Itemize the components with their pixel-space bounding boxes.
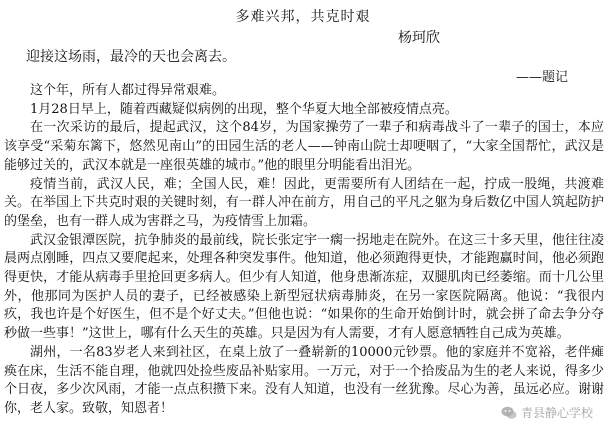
watermark-text: 青县静心学校 (520, 406, 593, 420)
epigraph: 迎接这场雨，最冷的天也会离去。 (26, 49, 236, 65)
paragraph: 疫情当前，武汉人民，难；全国人民，难！因此，更需要所有人团结在一起，拧成一股绳，共渡难关。在举国上下共克时艰的关键时刻，有一群人冲在前方，用自己的平凡之躯为身后数亿中国人筑起防护的堡垒，也有一群人成为害群之马，为疫情雪上加霜。 (4, 176, 604, 229)
watermark (498, 403, 596, 422)
paragraph: 武汉金银潭医院，抗争肺炎的最前线，院长张定宇一瘸一拐地走在院外。在这三十多天里，他往往凌晨两点刚睡，四点又要爬起来，处理各种突发事件。他知道，他必须跑得更快，才能跑赢时间，他必须跑得更快，才能从病毒手里抢回更多病人。但少有人知道，他身患渐冻症，双腿肌肉已经萎缩。而十几公里外，他那同为医护人员的妻子，已经被感染上新型冠状病毒肺炎，在另一家医院隔离。他说：“我很内疚，我也许是个好医生，但不是个好丈夫。”但他也说：“如果你的生命开始倒计时，就会拼了命去争分夺秒做一些事！”这世上，哪有什么天生的英雄。只是因为有人需要，才有人愿意牺牲自己成为英雄。 (4, 232, 604, 342)
paragraph: 湖州，一名83岁老人来到社区，在桌上放了一叠崭新的10000元钞票。他的家庭并不宽裕，老伴瘫痪在床，生活不能自理，他就四处捡些废品补贴家用。一万元，对于一个拾废品为生的老人来说，得多少个日夜，多少次风雨，才能一点点积攒下来。没有人知道，也没有一丝犹豫。尽心为善，虽远必应。谢谢你，老人家。致敬，知恩者！ (4, 344, 604, 416)
essay-title: 多难兴邦，共克时艰 (235, 9, 371, 25)
essay-body (4, 82, 604, 419)
author-name: 杨珂欣 (398, 30, 440, 46)
paragraph: 1月28日早上，随着西藏疑似病例的出现，整个华夏大地全部被疫情点亮。 (30, 101, 458, 117)
epigraph-note: ——题记 (516, 70, 569, 85)
wechat-icon (501, 406, 517, 420)
paragraph: 在一次采访的最后，提起武汉，这个84岁，为国家操劳了一辈子和病毒战斗了一辈子的国士，本应该享受“采菊东篱下，悠然见南山”的田园生活的老人——钟南山院士却哽咽了，“大家全国帮忙，武汉是能够过关的，武汉本就是一座很英雄的城市。”他的眼里分明能看出泪光。 (4, 120, 604, 173)
paragraph: 这个年，所有人都过得异常艰难。 (30, 83, 226, 98)
